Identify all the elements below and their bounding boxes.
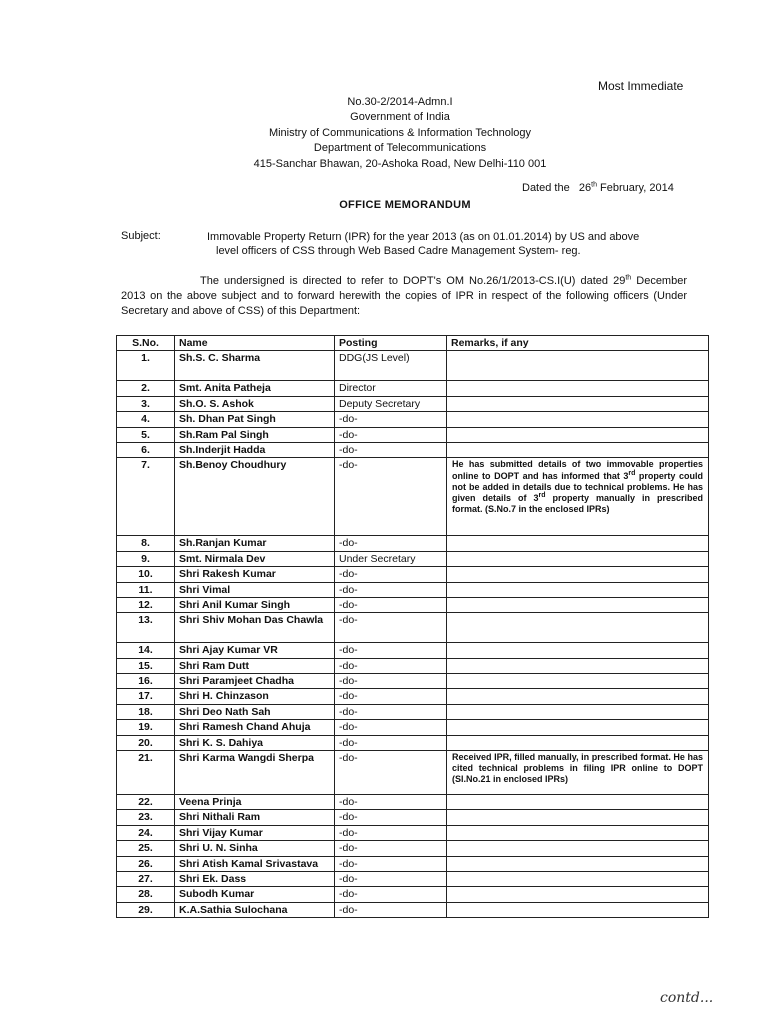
subject-text [207,230,687,258]
table-row [117,735,709,750]
row-remarks [447,458,709,536]
row-remarks [447,427,709,442]
row-remarks [447,841,709,856]
para-sup: th [625,274,632,282]
row-remarks [447,871,709,886]
table-row [117,825,709,840]
table-row [117,674,709,689]
table-body [117,351,709,918]
row-name: Smt. Anita Patheja [175,381,335,396]
row-posting: -do- [335,689,447,704]
row-sno: 26. [117,856,175,871]
row-name: Shri Rakesh Kumar [175,567,335,582]
table-header-row [117,336,709,351]
table-row [117,689,709,704]
row-sno: 13. [117,613,175,643]
row-remarks [447,658,709,673]
row-posting: -do- [335,902,447,917]
row-sno: 27. [117,871,175,886]
table-row [117,810,709,825]
table-row [117,720,709,735]
row-posting: -do- [335,825,447,840]
row-posting: -do- [335,427,447,442]
memo-title: OFFICE MEMORANDUM [339,199,471,211]
priority-label: Most Immediate [598,79,684,93]
file-number: No.30-2/2014-Admn.I [347,96,453,108]
row-posting: -do- [335,704,447,719]
letterhead [200,95,600,172]
row-remarks [447,902,709,917]
table-row [117,658,709,673]
ministry-line: Ministry of Communications & Information Technology [268,126,532,139]
row-name: K.A.Sathia Sulochana [175,902,335,917]
table-row [117,597,709,612]
row-name: Shri Shiv Mohan Das Chawla [175,613,335,643]
para-part-1: The undersigned is directed to refer to DOPT's OM No.26/1/2013-CS.I(U) dated 29 [200,275,626,287]
row-posting: DDG(JS Level) [335,351,447,381]
row-posting: -do- [335,412,447,427]
row-remarks [447,582,709,597]
row-remarks [447,536,709,551]
row-sno: 17. [117,689,175,704]
row-name: Shri Vimal [175,582,335,597]
dated-prefix: Dated the [522,182,570,194]
dated-sup: th [591,181,597,189]
row-sno: 28. [117,887,175,902]
row-sno: 25. [117,841,175,856]
table-row [117,396,709,411]
row-sno: 11. [117,582,175,597]
row-name: Shri Karma Wangdi Sherpa [175,751,335,795]
row-remarks [447,795,709,810]
row-remarks [447,551,709,566]
para-part-2: December 2013 on the above subject and to forward herewith the copies of IPR in respect of the following officers (Under Secretary and above of CSS) of this Department: [121,275,687,317]
body-paragraph [121,274,687,319]
table-row [117,704,709,719]
row-name: Shri Ek. Dass [175,871,335,886]
row-posting: Under Secretary [335,551,447,566]
subject-label: Subject: [121,230,161,242]
date-line [522,182,674,194]
table-row [117,442,709,457]
subject-line-2: level officers of CSS through Web Based Cadre Management System- reg. [216,245,581,257]
table-row [117,887,709,902]
table-row [117,582,709,597]
table-row [117,795,709,810]
remarks-remarks-part2: property could not be added in details due to technical problems. He has given details of 3 [452,470,703,503]
row-posting: -do- [335,597,447,612]
department-line: Department of Telecommunications [313,142,487,155]
row-posting: -do- [335,871,447,886]
row-posting: -do- [335,810,447,825]
table-row [117,351,709,381]
row-posting: -do- [335,720,447,735]
row-sno: 9. [117,551,175,566]
remarks-remarks-sup2: rd [538,491,546,499]
row-remarks [447,825,709,840]
row-posting: -do- [335,582,447,597]
header-remarks: Remarks, if any [447,336,709,351]
table-row [117,567,709,582]
row-posting: -do- [335,442,447,457]
row-remarks [447,597,709,612]
row-sno: 23. [117,810,175,825]
row-name: Sh.O. S. Ashok [175,396,335,411]
row-name: Shri Anil Kumar Singh [175,597,335,612]
row-name: Shri Ajay Kumar VR [175,643,335,658]
row-name: Shri U. N. Sinha [175,841,335,856]
row-remarks [447,887,709,902]
row-sno: 19. [117,720,175,735]
row-sno: 6. [117,442,175,457]
remarks-remarks-part3: property manually in prescribed format. (S.No.7 in the enclosed IPRs) [452,492,703,515]
dated-day: 26 [578,182,592,194]
row-name: Shri Atish Kamal Srivastava [175,856,335,871]
row-sno: 14. [117,643,175,658]
row-name: Sh.Inderjit Hadda [175,442,335,457]
row-remarks [447,396,709,411]
row-name: Shri K. S. Dahiya [175,735,335,750]
row-sno: 12. [117,597,175,612]
table-row [117,871,709,886]
row-posting: -do- [335,567,447,582]
row-name: Smt. Nirmala Dev [175,551,335,566]
row-remarks [447,735,709,750]
table-row [117,412,709,427]
row-remarks [447,442,709,457]
row-sno: 10. [117,567,175,582]
row-remarks [447,810,709,825]
remarks-remarks-part1: He has submitted details of two immovable properties online to DOPT and has informed that 3 [452,459,703,481]
row-remarks [447,567,709,582]
row-posting: -do- [335,887,447,902]
row-name: Sh. Dhan Pat Singh [175,412,335,427]
row-sno: 5. [117,427,175,442]
row-posting: -do- [335,658,447,673]
government-line: Government of India [350,111,450,124]
table-row [117,751,709,795]
row-sno: 3. [117,396,175,411]
table-row [117,536,709,551]
row-posting: -do- [335,795,447,810]
row-sno: 16. [117,674,175,689]
table-row [117,643,709,658]
row-sno: 1. [117,351,175,381]
row-remarks [447,351,709,381]
row-posting: Director [335,381,447,396]
table-row [117,427,709,442]
dated-rest: February, 2014 [600,182,674,194]
row-name: Shri Vijay Kumar [175,825,335,840]
row-posting: Deputy Secretary [335,396,447,411]
row-name: Sh.Ram Pal Singh [175,427,335,442]
row-sno: 24. [117,825,175,840]
row-name: Subodh Kumar [175,887,335,902]
subject-line-1: Immovable Property Return (IPR) for the year 2013 (as on 01.01.2014) by US and above [207,231,640,243]
row-remarks [447,412,709,427]
row-posting: -do- [335,674,447,689]
row-remarks [447,720,709,735]
row-remarks: Received IPR, filled manually, in prescribed format. He has cited technical problems in filing IPR online to DOPT (Sl.No.21 in enclosed IPRs) [447,751,709,795]
row-posting: -do- [335,751,447,795]
header-posting: Posting [335,336,447,351]
row-remarks [447,856,709,871]
table-row [117,856,709,871]
row-posting: -do- [335,856,447,871]
row-remarks [447,643,709,658]
officers-table [116,335,709,918]
row-posting: -do- [335,536,447,551]
row-name: Shri Ram Dutt [175,658,335,673]
row-sno: 18. [117,704,175,719]
row-name: Shri Deo Nath Sah [175,704,335,719]
row-posting: -do- [335,841,447,856]
row-sno: 8. [117,536,175,551]
table-row [117,841,709,856]
row-sno: 7. [117,458,175,536]
row-sno: 22. [117,795,175,810]
row-name: Sh.Ranjan Kumar [175,536,335,551]
row-remarks [447,381,709,396]
table-row [117,551,709,566]
row-sno: 15. [117,658,175,673]
table-row [117,902,709,917]
header-name: Name [175,336,335,351]
row-name: Sh.Benoy Choudhury [175,458,335,536]
remarks-remarks-sup: rd [628,469,636,477]
row-posting: -do- [335,643,447,658]
header-sno: S.No. [117,336,175,351]
row-posting: -do- [335,458,447,536]
row-sno: 29. [117,902,175,917]
table-row [117,613,709,643]
row-sno: 20. [117,735,175,750]
row-name: Sh.S. C. Sharma [175,351,335,381]
row-name: Shri Nithali Ram [175,810,335,825]
address-line: 415-Sanchar Bhawan, 20-Ashoka Road, New Delhi-110 001 [253,157,547,170]
row-remarks [447,704,709,719]
row-name: Shri H. Chinzason [175,689,335,704]
row-sno: 21. [117,751,175,795]
row-sno: 4. [117,412,175,427]
row-posting: -do- [335,613,447,643]
row-name: Shri Paramjeet Chadha [175,674,335,689]
row-remarks [447,613,709,643]
row-remarks [447,689,709,704]
row-sno: 2. [117,381,175,396]
row-remarks [447,674,709,689]
row-posting: -do- [335,735,447,750]
contd-note: contd... [660,990,714,1006]
row-name: Shri Ramesh Chand Ahuja [175,720,335,735]
table-row [117,381,709,396]
row-name: Veena Prinja [175,795,335,810]
table-row [117,458,709,536]
